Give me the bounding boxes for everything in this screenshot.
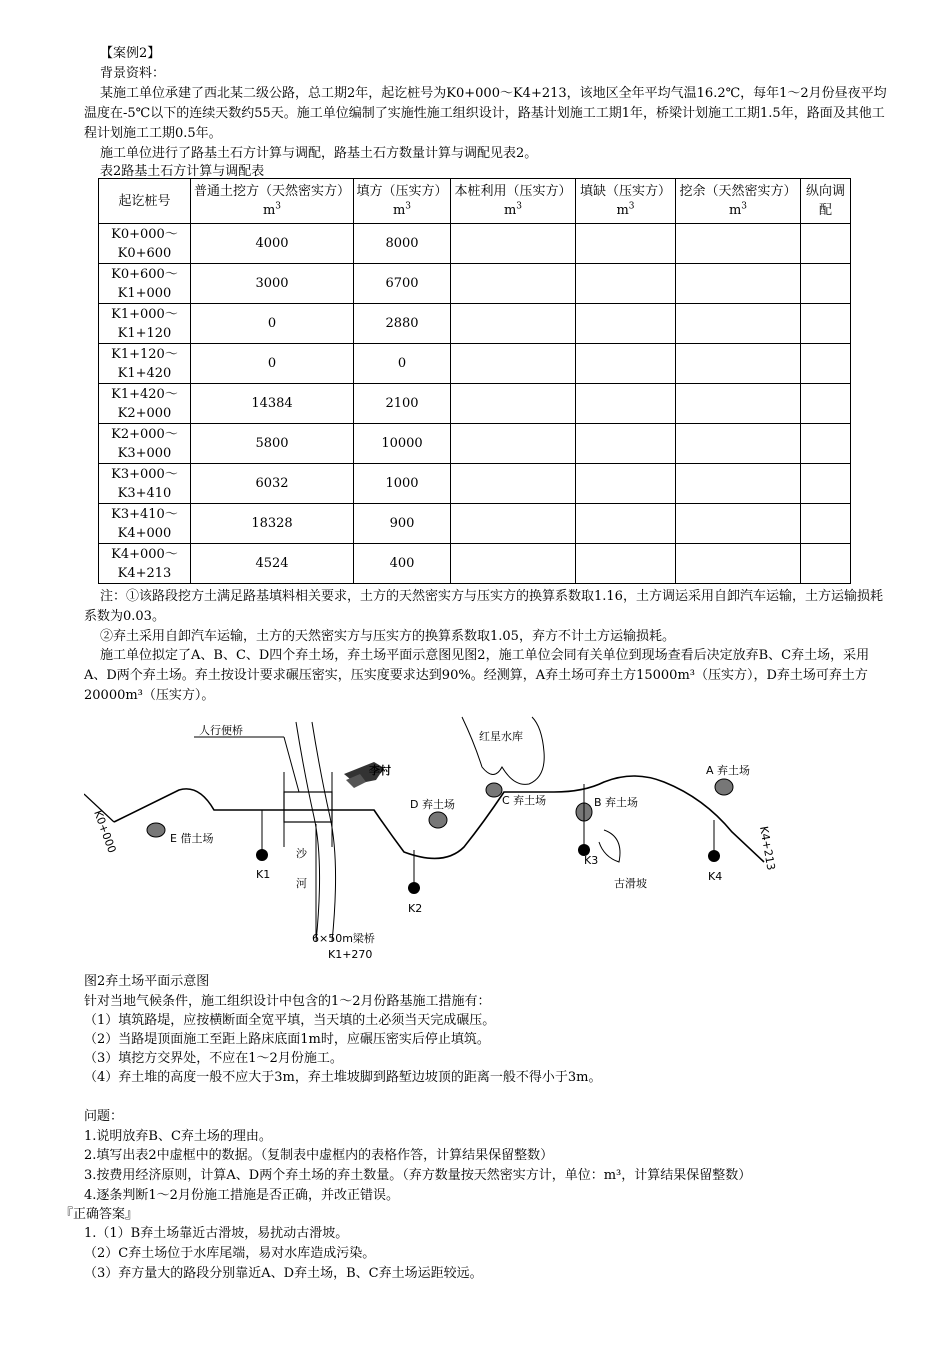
table-row — [99, 264, 851, 304]
answer-label: 『正确答案』 — [60, 1207, 139, 1222]
table-cell — [676, 544, 801, 584]
table-cell — [676, 504, 801, 544]
table-cell: 900 — [354, 504, 451, 544]
table-cell: 6700 — [354, 264, 451, 304]
table-cell — [801, 384, 851, 424]
cell-chainage: K1+000～ K1+120 — [99, 304, 191, 344]
measures-intro: 针对当地气候条件，施工组织设计中包含的1～2月份路基施工措施有： — [84, 994, 491, 1009]
table-cell: 14384 — [191, 384, 354, 424]
label-river-1: 沙 — [296, 847, 307, 860]
label-borrow-pit: E 借土场 — [170, 832, 214, 845]
table-cell — [801, 264, 851, 304]
k1-marker — [256, 849, 268, 861]
cell-chainage: K1+420～ K2+000 — [99, 384, 191, 424]
table-cell — [676, 384, 801, 424]
earthwork-table — [98, 178, 851, 584]
table-header-row — [99, 179, 851, 224]
cell-chainage: K0+000～ K0+600 — [99, 224, 191, 264]
header-local-use: 本桩利用（压实方）$m^3$ — [451, 179, 576, 224]
k2-marker — [408, 882, 420, 894]
site-c-icon — [486, 783, 502, 797]
label-k4: K4 — [708, 870, 723, 883]
table-cell — [576, 264, 676, 304]
table-cell — [801, 464, 851, 504]
table-row — [99, 224, 851, 264]
paragraph-2: 施工单位进行了路基土石方计算与调配，路基土石方数量计算与调配见表2。 — [100, 146, 538, 161]
label-k2: K2 — [408, 902, 423, 915]
answer-1: 1.（1）B弃土场靠近古滑坡，易扰动古滑坡。 — [84, 1226, 349, 1241]
note-2: ②弃土采用自卸汽车运输，土方的天然密实方与压实方的换算系数取1.05，弃方不计土方运输损耗。 — [100, 629, 675, 644]
table-cell — [576, 464, 676, 504]
table-cell: 4000 — [191, 224, 354, 264]
measure-1: （1）填筑路堤，应按横断面全宽平填，当天填的土必须当天完成碾压。 — [84, 1013, 496, 1028]
question-4: 4.逐条判断1～2月份施工措施是否正确，并改正错误。 — [84, 1188, 399, 1203]
table-cell — [576, 224, 676, 264]
question-1: 1.说明放弃B、C弃土场的理由。 — [84, 1129, 272, 1144]
header-fill: 填方（压实方）$m^3$ — [354, 179, 451, 224]
table-cell — [451, 304, 576, 344]
measure-2: （2）当路堤顶面施工至距上路床底面1m时，应碾压密实后停止填筑。 — [84, 1032, 490, 1047]
table-cell: 6032 — [191, 464, 354, 504]
cell-chainage: K3+000～ K3+410 — [99, 464, 191, 504]
label-site-a: A 弃土场 — [706, 764, 751, 777]
table-cell: 1000 — [354, 464, 451, 504]
label-bridge-spec: 6×50m梁桥 — [312, 932, 375, 945]
table-cell: 8000 — [354, 224, 451, 264]
table-cell — [451, 384, 576, 424]
table-cell — [451, 504, 576, 544]
label-landslide: 古滑坡 — [614, 877, 647, 890]
note-1: 注：①该路段挖方土满足路基填料相关要求，土方的天然密实方与压实方的换算系数取1.16，土方调运采用自卸汽车运输，土方运输损耗系数为0.03。 — [84, 589, 883, 624]
table-cell: 3000 — [191, 264, 354, 304]
cell-chainage: K0+600～ K1+000 — [99, 264, 191, 304]
table-cell: 4524 — [191, 544, 354, 584]
questions-label: 问题： — [84, 1109, 124, 1124]
site-a-icon — [715, 779, 733, 795]
table-cell: 5800 — [191, 424, 354, 464]
label-site-c: C 弃土场 — [502, 794, 547, 807]
site-d-icon — [429, 812, 447, 828]
table-row — [99, 544, 851, 584]
label-bridge-chainage: K1+270 — [328, 948, 373, 961]
table-cell — [676, 304, 801, 344]
table-cell — [801, 344, 851, 384]
table-cell — [676, 264, 801, 304]
table-cell: 2880 — [354, 304, 451, 344]
header-longitudinal: 纵向调配 — [801, 179, 851, 224]
label-reservoir: 红星水库 — [479, 730, 523, 743]
table-row — [99, 304, 851, 344]
k4-marker — [708, 850, 720, 862]
measure-3: （3）填挖方交界处，不应在1～2月份施工。 — [84, 1051, 343, 1066]
label-bridge-walk: 人行便桥 — [199, 724, 243, 737]
label-end: K4+213 — [757, 825, 778, 872]
table-cell — [576, 424, 676, 464]
measure-4: （4）弃土堆的高度一般不应大于3m，弃土堆坡脚到路堑边坡顶的距离一般不得小于3m。 — [84, 1070, 602, 1085]
table-cell — [801, 224, 851, 264]
borrow-pit-icon — [147, 823, 165, 837]
cell-chainage: K3+410～ K4+000 — [99, 504, 191, 544]
table-caption: 表2路基土石方计算与调配表 — [100, 164, 265, 179]
table-cell — [576, 544, 676, 584]
table-cell — [676, 224, 801, 264]
background-label: 背景资料： — [100, 66, 166, 81]
table-cell — [451, 464, 576, 504]
question-3: 3.按费用经济原则，计算A、D两个弃土场的弃土数量。（弃方数量按天然密实方计，单位：m³，计算结果保留整数） — [84, 1168, 752, 1183]
table-cell — [576, 504, 676, 544]
table-cell — [576, 344, 676, 384]
table-cell — [801, 504, 851, 544]
header-deficit: 填缺（压实方）$m^3$ — [576, 179, 676, 224]
table-cell — [801, 544, 851, 584]
figure-caption: 图2弃土场平面示意图 — [84, 974, 210, 989]
table-cell: 400 — [354, 544, 451, 584]
table-cell: 0 — [191, 304, 354, 344]
table-row — [99, 384, 851, 424]
question-2: 2.填写出表2中虚框中的数据。（复制表中虚框内的表格作答，计算结果保留整数） — [84, 1148, 554, 1163]
table-row — [99, 424, 851, 464]
spoil-site-figure — [84, 712, 794, 962]
answer-2: （2）C弃土场位于水库尾端，易对水库造成污染。 — [84, 1246, 376, 1261]
table-cell: 0 — [191, 344, 354, 384]
cell-chainage: K1+120～ K1+420 — [99, 344, 191, 384]
paragraph-1: 某施工单位承建了西北某二级公路，总工期2年，起讫桩号为K0+000～K4+213，该地区全年平均气温16.2℃，每年1～2月份昼夜平均温度在-5℃以下的连续天数约55天。施工单位编制了实施性施工组织设计，路基计划施工工期1年，桥梁计划施工工期1.5年，路面及其他工程计划施工工期0.5年。 — [84, 86, 887, 141]
table-cell: 18328 — [191, 504, 354, 544]
table-row — [99, 344, 851, 384]
table-cell — [676, 344, 801, 384]
header-chainage: 起讫桩号 — [99, 179, 191, 224]
table-cell — [801, 304, 851, 344]
cell-chainage: K2+000～ K3+000 — [99, 424, 191, 464]
case-title: 【案例2】 — [100, 46, 161, 61]
table-cell — [801, 424, 851, 464]
header-surplus: 挖余（天然密实方）$m^3$ — [676, 179, 801, 224]
label-village: 李村 — [369, 764, 391, 777]
table-cell — [676, 464, 801, 504]
label-start: K0+000 — [91, 808, 119, 855]
table-cell: 0 — [354, 344, 451, 384]
label-site-d: D 弃土场 — [410, 798, 455, 811]
table-cell — [451, 224, 576, 264]
table-cell — [451, 424, 576, 464]
label-k1: K1 — [256, 868, 271, 881]
table-cell — [451, 264, 576, 304]
paragraph-3: 施工单位拟定了A、B、C、D四个弃土场，弃土场平面示意图见图2，施工单位会同有关单位到现场查看后决定放弃B、C弃土场，采用A、D两个弃土场。弃土按设计要求碾压密实，压实度要求达到90%。经测算，A弃土场可弃土方15000m³（压实方），D弃土场可弃土方20000m³（压实方）。 — [84, 648, 870, 703]
table-cell: 10000 — [354, 424, 451, 464]
table-cell — [576, 384, 676, 424]
header-excavation: 普通土挖方（天然密实方）$m^3$ — [191, 179, 354, 224]
table-row — [99, 464, 851, 504]
answer-3: （3）弃方量大的路段分别靠近A、D弃土场，B、C弃土场运距较远。 — [84, 1266, 483, 1281]
cell-chainage: K4+000～ K4+213 — [99, 544, 191, 584]
label-site-b: B 弃土场 — [594, 796, 639, 809]
label-river-2: 河 — [296, 877, 307, 890]
table-cell — [676, 424, 801, 464]
table-cell — [451, 344, 576, 384]
table-row — [99, 504, 851, 544]
table-cell — [576, 304, 676, 344]
label-k3: K3 — [584, 854, 599, 867]
table-cell: 2100 — [354, 384, 451, 424]
table-cell — [451, 544, 576, 584]
